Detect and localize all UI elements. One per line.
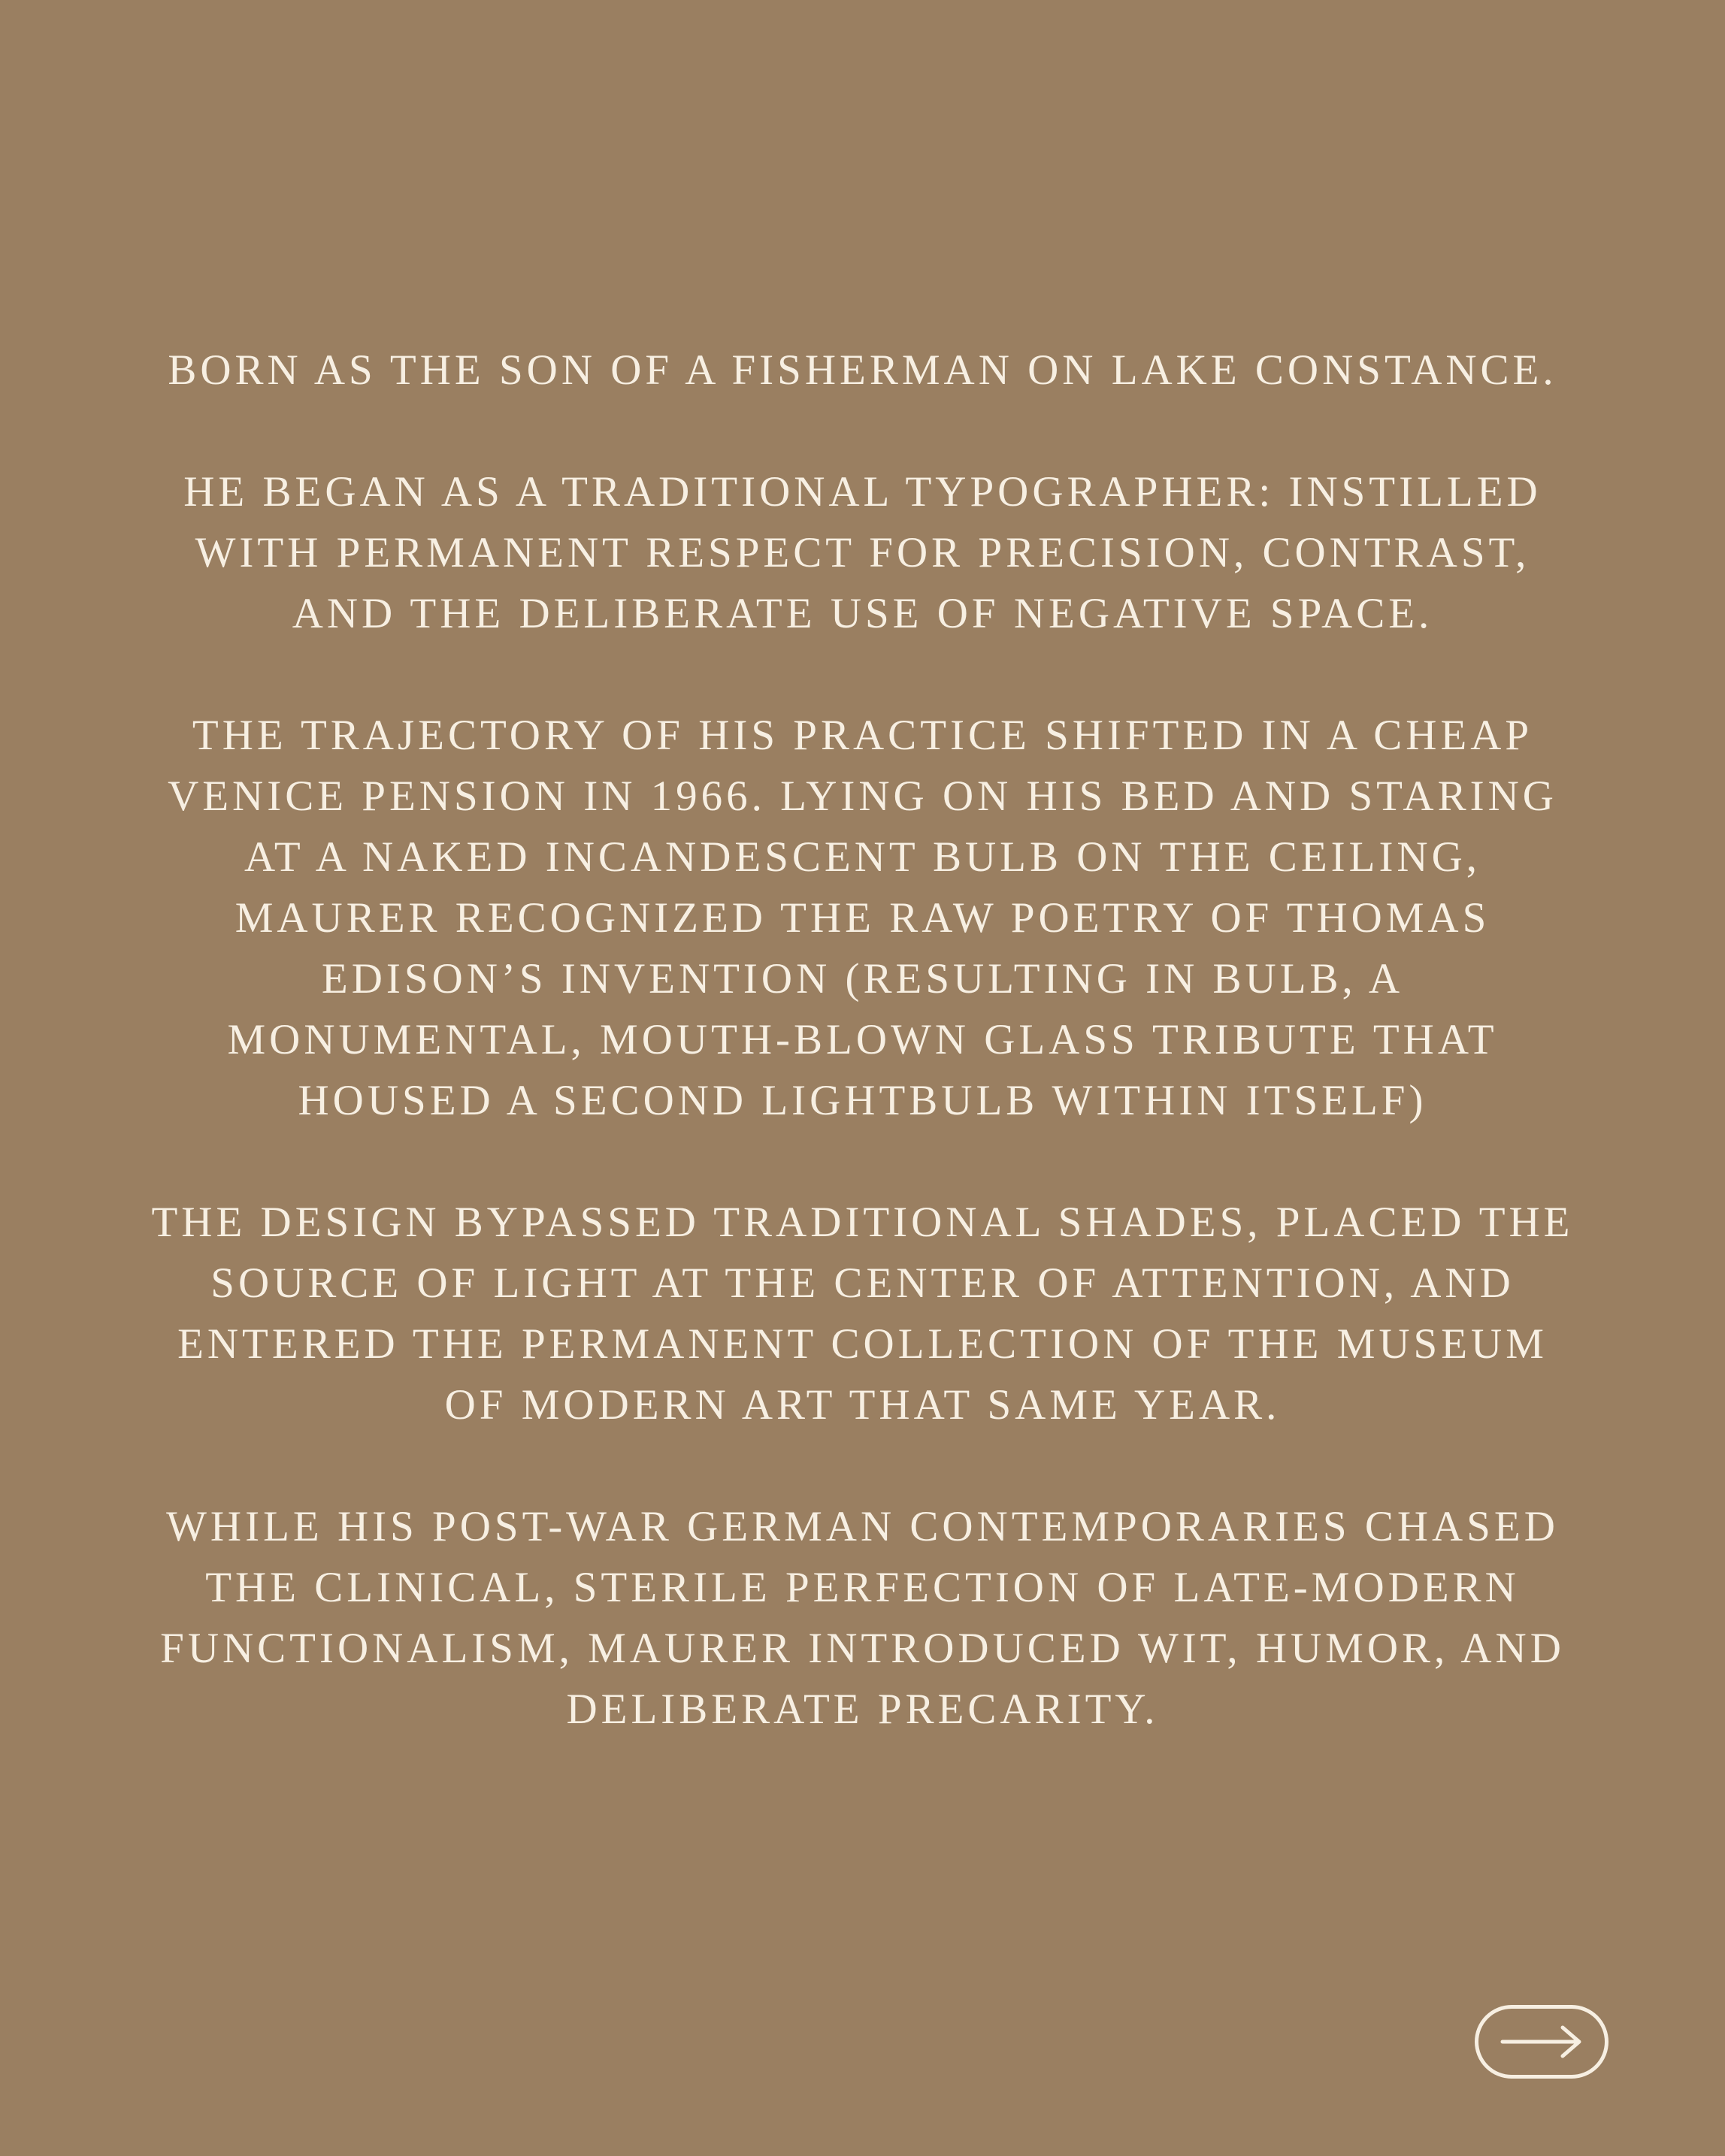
- text-line: BORN AS THE SON OF A FISHERMAN ON LAKE CONSTANCE.: [168, 346, 1557, 394]
- text-line: WITH PERMANENT RESPECT FOR PRECISION, CONTRAST,: [195, 529, 1530, 576]
- text-line: THE TRAJECTORY OF HIS PRACTICE SHIFTED IN A CHEAP: [192, 712, 1533, 759]
- text-line: MAURER RECOGNIZED THE RAW POETRY OF THOMAS: [235, 894, 1490, 942]
- text-line: ENTERED THE PERMANENT COLLECTION OF THE MUSEUM: [177, 1320, 1548, 1368]
- text-line: OF MODERN ART THAT SAME YEAR.: [444, 1381, 1281, 1429]
- arrow-right-icon: [1500, 2024, 1584, 2059]
- text-line: MONUMENTAL, MOUTH-BLOWN GLASS TRIBUTE THAT: [227, 1016, 1498, 1063]
- text-line: HE BEGAN AS A TRADITIONAL TYPOGRAPHER: INSTILLED: [183, 468, 1542, 516]
- text-line: THE CLINICAL, STERILE PERFECTION OF LATE-MODERN: [205, 1564, 1520, 1611]
- next-button[interactable]: [1475, 2005, 1608, 2079]
- paragraph-origin: [83, 340, 1642, 401]
- paragraph-venice: [83, 705, 1642, 1131]
- text-line: EDISON’S INVENTION (RESULTING IN BULB, A: [321, 955, 1404, 1002]
- paragraph-design: [83, 1192, 1642, 1435]
- text-line: DELIBERATE PRECARITY.: [566, 1686, 1159, 1733]
- text-line: HOUSED A SECOND LIGHTBULB WITHIN ITSELF): [298, 1077, 1427, 1124]
- text-line: AT A NAKED INCANDESCENT BULB ON THE CEILING,: [244, 833, 1481, 881]
- text-line: SOURCE OF LIGHT AT THE CENTER OF ATTENTION, AND: [210, 1259, 1515, 1307]
- biography-text: [83, 340, 1642, 1801]
- paragraph-contemporaries: [83, 1496, 1642, 1740]
- text-line: AND THE DELIBERATE USE OF NEGATIVE SPACE.: [292, 590, 1433, 637]
- text-line: THE DESIGN BYPASSED TRADITIONAL SHADES, PLACED THE: [151, 1199, 1574, 1246]
- text-line: VENICE PENSION IN 1966. LYING ON HIS BED AND STARING: [168, 773, 1557, 820]
- text-line: FUNCTIONALISM, MAURER INTRODUCED WIT, HUMOR, AND: [160, 1625, 1565, 1672]
- paragraph-typographer: [83, 461, 1642, 644]
- text-line: WHILE HIS POST-WAR GERMAN CONTEMPORARIES CHASED: [166, 1503, 1559, 1550]
